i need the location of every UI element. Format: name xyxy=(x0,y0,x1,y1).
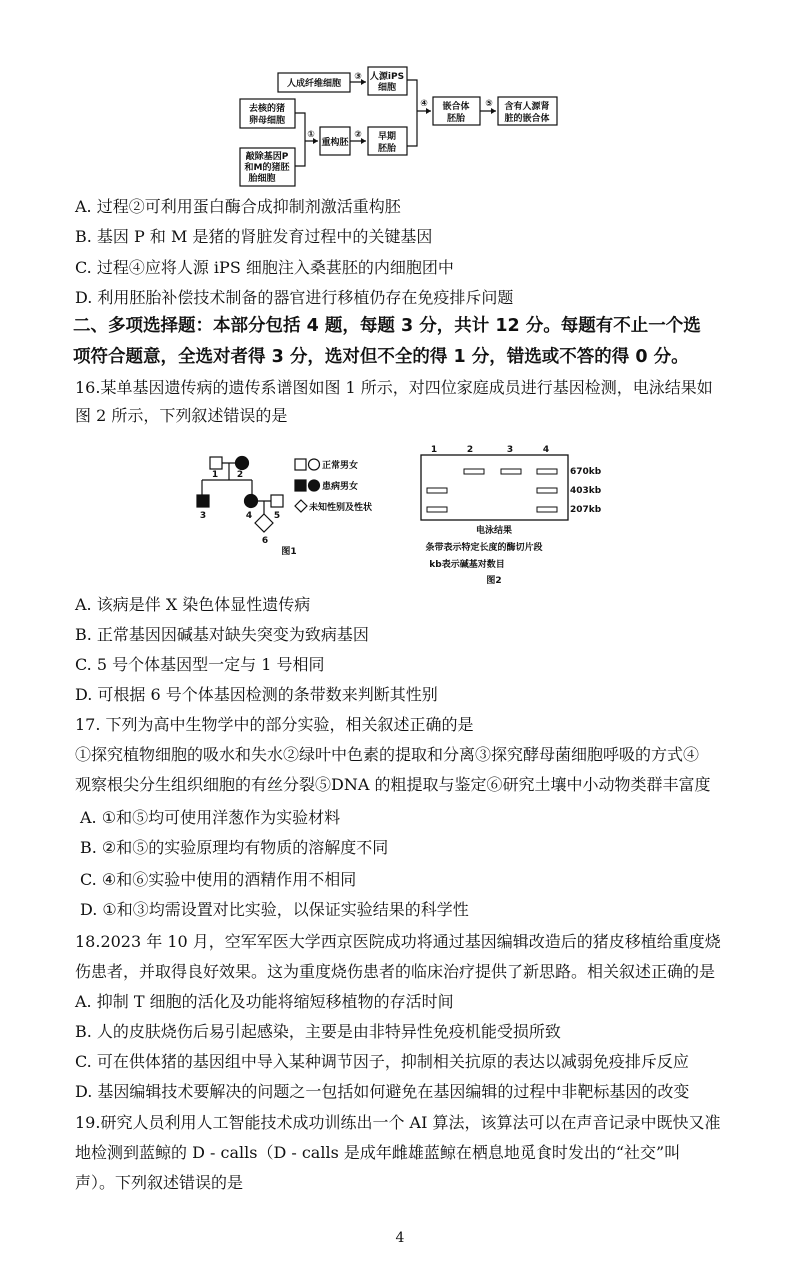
individual-4-affected-female xyxy=(245,495,258,508)
label-chimera-2: 胚胎 xyxy=(446,114,466,124)
q18-stem-line2: 伤患者，并取得良好效果。这为重度烧伤患者的临床治疗提供了新思路。相关叙述正确的是 xyxy=(75,962,716,981)
legend-circle-normal xyxy=(309,459,320,470)
individual-6-unknown xyxy=(255,514,273,532)
label-id-6: 6 xyxy=(261,536,269,546)
q17-option-d: D. ①和③均需设置对比实验，以保证实验结果的科学性 xyxy=(80,900,469,919)
label-ips-2: 细胞 xyxy=(377,83,397,93)
individual-1-normal-male xyxy=(210,457,222,469)
label-fibroblast: 人成纤维细胞 xyxy=(286,79,342,89)
gel-band-lane1-207kb xyxy=(427,507,447,512)
label-reconstructed: 重构胚 xyxy=(321,138,349,148)
q18-option-b: B. 人的皮肤烧伤后易引起感染，主要是由非特异性免疫机能受损所致 xyxy=(75,1022,561,1041)
label-id-2: 2 xyxy=(236,470,244,480)
legend-square-normal xyxy=(295,459,306,470)
q17-list-line2: 观察根尖分生组织细胞的有丝分裂⑤DNA 的粗提取与鉴定⑥研究土壤中小动物类群丰富度 xyxy=(75,775,711,794)
label-result-1: 含有人源肾 xyxy=(504,102,550,112)
step-3: ③ xyxy=(354,72,362,82)
q15-option-b: B. 基因 P 和 M 是猪的肾脏发育过程中的关键基因 xyxy=(75,227,433,246)
individual-5-normal-male xyxy=(271,495,283,507)
q16-option-d: D. 可根据 6 号个体基因检测的条带数来判断其性别 xyxy=(75,685,438,704)
label-early-1: 早期 xyxy=(377,132,397,142)
lane-label-4: 4 xyxy=(542,445,550,455)
q17-list-line1: ①探究植物细胞的吸水和失水②绿叶中色素的提取和分离③探究酵母菌细胞呼吸的方式④ xyxy=(75,745,700,764)
label-knockout-3: 胎细胞 xyxy=(248,174,276,184)
gel-bands xyxy=(427,469,557,512)
label-oocyte-1: 去核的猪 xyxy=(248,104,286,114)
step-2: ② xyxy=(354,130,362,140)
step-5: ⑤ xyxy=(485,99,493,109)
gel-band-lane3-670kb xyxy=(501,469,521,474)
gel-note-1: 条带表示特定长度的酶切片段 xyxy=(425,543,543,553)
size-label-670: 670kb xyxy=(570,467,602,477)
q18-option-d: D. 基因编辑技术要解决的问题之一包括如何避免在基因编辑的过程中非靶标基因的改变 xyxy=(75,1082,690,1101)
pedigree-chart xyxy=(197,457,320,533)
label-ips-1: 人源iPS xyxy=(369,72,405,82)
figure1-caption: 图1 xyxy=(281,547,297,557)
label-knockout-2: 和M的猪胚 xyxy=(244,163,290,173)
q19-stem-line3: 声）。下列叙述错误的是 xyxy=(75,1173,244,1192)
q16-stem-line1: 16.某单基因遗传病的遗传系谱图如图 1 所示，对四位家庭成员进行基因检测，电泳结果如 xyxy=(75,378,713,397)
q15-option-a: A. 过程②可利用蛋白酶合成抑制剂激活重构胚 xyxy=(75,197,401,216)
legend-circle-affected xyxy=(309,480,320,491)
label-id-1: 1 xyxy=(211,470,219,480)
q19-stem-line1: 19.研究人员利用人工智能技术成功训练出一个 AI 算法，该算法可以在声音记录中既快又准 xyxy=(75,1113,721,1132)
label-knockout-1: 敲除基因P xyxy=(245,152,289,162)
label-result-2: 脏的嵌合体 xyxy=(504,114,550,124)
legend-diamond-unknown xyxy=(295,500,307,512)
q18-stem-line1: 18.2023 年 10 月，空军军医大学西京医院成功将通过基因编辑改造后的猪皮移植给重度烧 xyxy=(75,932,721,951)
q17-option-a: A. ①和⑤均可使用洋葱作为实验材料 xyxy=(80,808,341,827)
gel-electrophoresis xyxy=(421,445,602,586)
legend-normal: 正常男女 xyxy=(322,461,359,471)
q16-stem-line2: 图 2 所示，下列叙述错误的是 xyxy=(75,406,288,425)
legend-square-affected xyxy=(295,480,306,491)
gel-band-lane4-403kb xyxy=(537,488,557,493)
figure2-caption: 图2 xyxy=(486,576,502,586)
size-label-403: 403kb xyxy=(570,486,602,496)
label-oocyte-2: 卵母细胞 xyxy=(248,116,286,126)
q17-stem: 17. 下列为高中生物学中的部分实验，相关叙述正确的是 xyxy=(75,715,474,734)
step-4: ④ xyxy=(420,99,428,109)
q17-option-c: C. ④和⑥实验中使用的酒精作用不相同 xyxy=(80,870,357,889)
q18-option-a: A. 抑制 T 细胞的活化及功能将缩短移植物的存活时间 xyxy=(75,992,454,1011)
size-label-207: 207kb xyxy=(570,505,602,515)
q18-option-c: C. 可在供体猪的基因组中导入某种调节因子，抑制相关抗原的表达以减弱免疫排斥反应 xyxy=(75,1052,689,1071)
gel-band-lane4-207kb xyxy=(537,507,557,512)
q15-option-c: C. 过程④应将人源 iPS 细胞注入桑葚胚的内细胞团中 xyxy=(75,258,454,277)
lane-label-3: 3 xyxy=(506,445,514,455)
step-1: ① xyxy=(307,130,315,140)
q16-option-c: C. 5 号个体基因型一定与 1 号相同 xyxy=(75,655,325,674)
label-chimera-1: 嵌合体 xyxy=(442,102,470,112)
label-early-2: 胚胎 xyxy=(377,144,397,154)
q16-option-b: B. 正常基因因碱基对缺失突变为致病基因 xyxy=(75,625,369,644)
label-id-4: 4 xyxy=(245,511,253,521)
q16-option-a: A. 该病是伴 X 染色体显性遗传病 xyxy=(75,595,311,614)
individual-2-affected-female xyxy=(236,457,249,470)
q17-option-b: B. ②和⑤的实验原理均有物质的溶解度不同 xyxy=(80,838,389,857)
legend-unknown: 未知性别及性状 xyxy=(309,503,373,513)
individual-3-affected-male xyxy=(197,495,209,507)
gel-note-2: kb表示碱基对数目 xyxy=(429,560,505,570)
label-id-5: 5 xyxy=(273,511,281,521)
q19-stem-line2: 地检测到蓝鲸的 D - calls（D - calls 是成年雌雄蓝鲸在栖息地觅食时发出的“社交”叫 xyxy=(75,1143,681,1162)
lane-label-1: 1 xyxy=(430,445,438,455)
gel-band-lane2-670kb xyxy=(464,469,484,474)
label-id-3: 3 xyxy=(199,511,207,521)
section2-heading-line2: 项符合题意，全选对者得 3 分，选对但不全的得 1 分，错选或不答的得 0 分。 xyxy=(73,347,689,367)
gel-band-lane4-670kb xyxy=(537,469,557,474)
gel-title: 电泳结果 xyxy=(475,526,513,536)
lane-label-2: 2 xyxy=(466,445,474,455)
page-number: 4 xyxy=(395,1230,405,1246)
legend-affected: 患病男女 xyxy=(322,482,359,492)
q15-option-d: D. 利用胚胎补偿技术制备的器官进行移植仍存在免疫排斥问题 xyxy=(75,288,514,307)
gel-band-lane1-403kb xyxy=(427,488,447,493)
section2-heading-line1: 二、多项选择题：本部分包括 4 题，每题 3 分，共计 12 分。每题有不止一个选 xyxy=(73,316,701,336)
q16-figures xyxy=(0,0,800,600)
